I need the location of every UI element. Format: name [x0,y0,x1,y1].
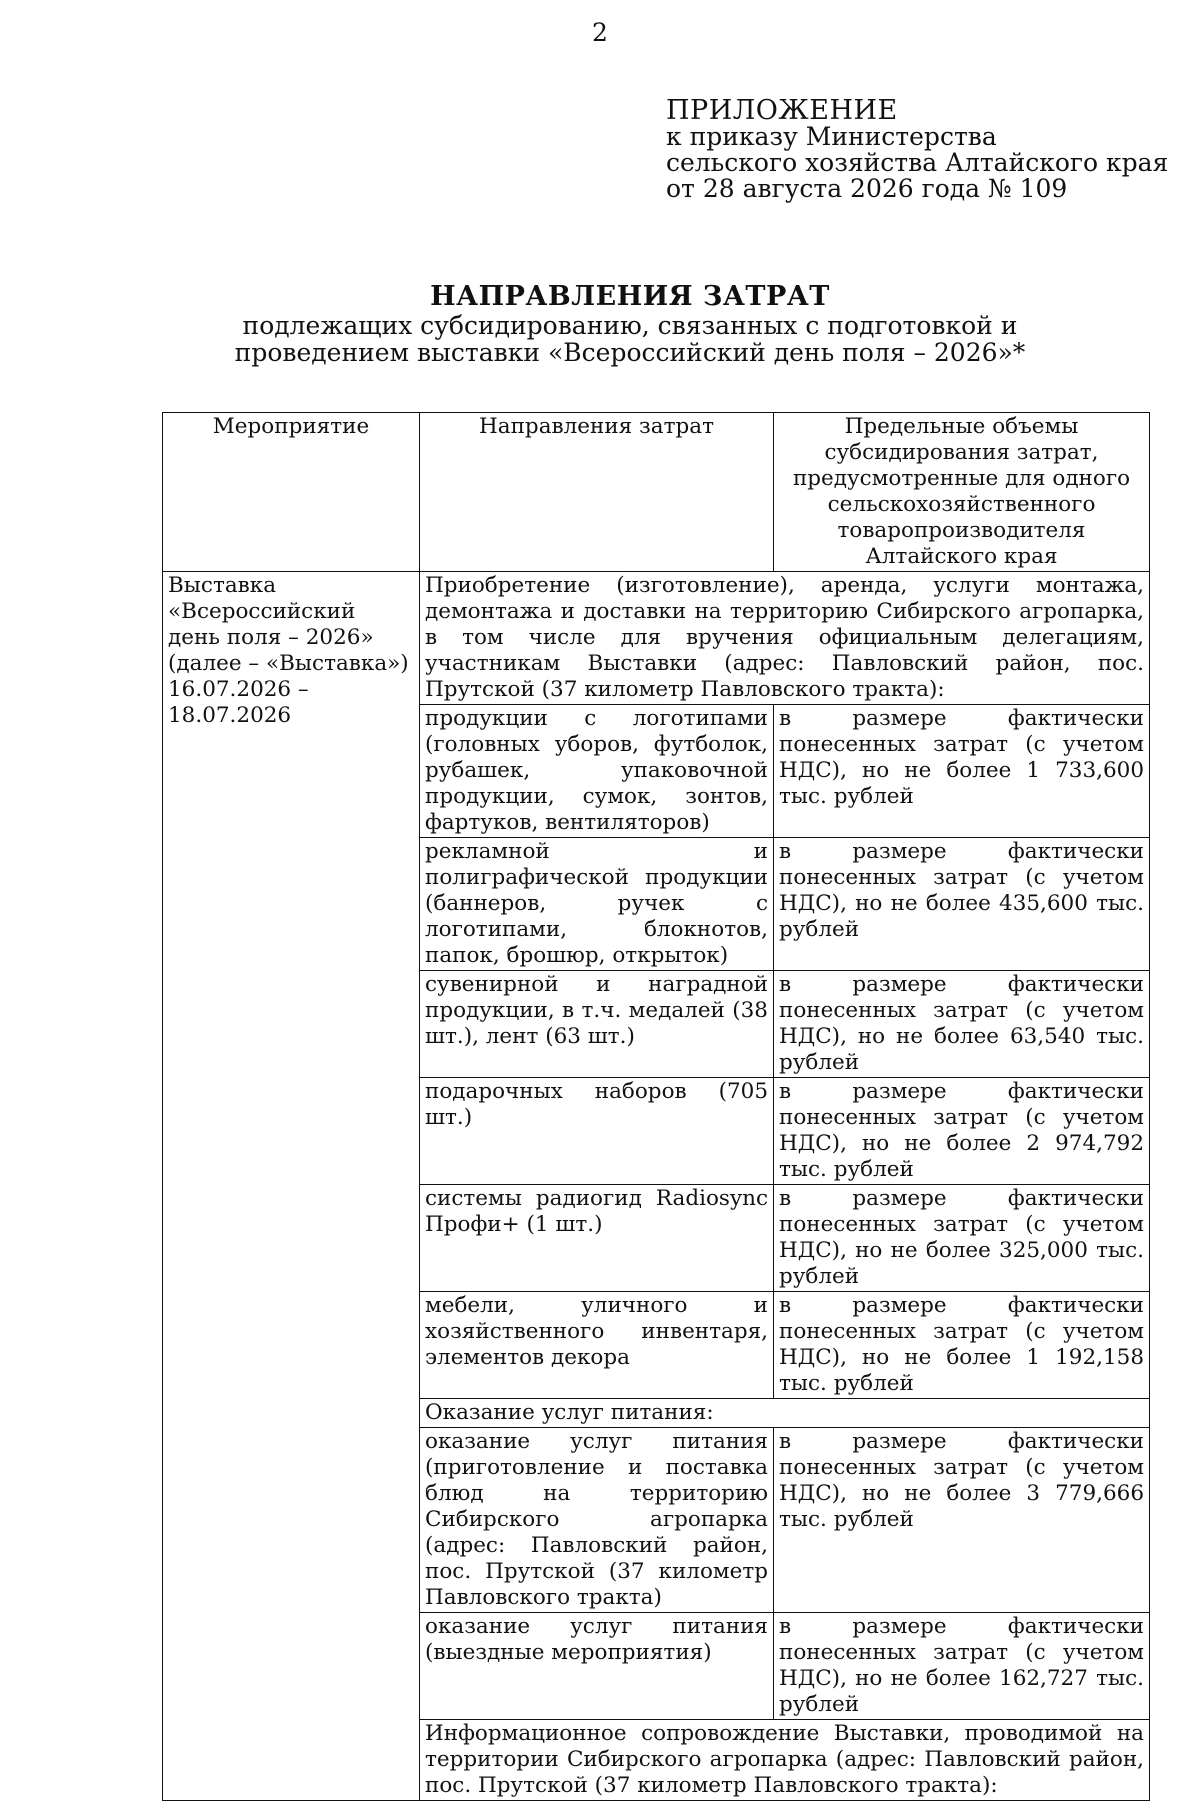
cost-item: оказание услуг питания (приготовление и поставка блюд на территорию Сибирского агропарка (адрес: Павловский район, пос. Прутской (37 километр Павловского тракта) [420,1428,774,1613]
cost-directions-table [162,412,1150,1801]
table-header-row [163,413,1150,572]
header-limits: Предельные объемы субсидирования затрат, предусмотренные для одного сельскохозяйственного товаропроизводителя Алтайского края [774,413,1150,572]
cost-item: подарочных наборов (705 шт.) [420,1078,774,1185]
cost-limit: в размере фактически понесенных затрат (с учетом НДС), но не более 3 779,666 тыс. рублей [774,1428,1150,1613]
document-title [160,282,1100,366]
cost-item: продукции с логотипами (головных уборов, футболок, рубашек, упаковочной продукции, сумок, зонтов, фартуков, вентиляторов) [420,705,774,838]
event-cell: Выставка «Всероссийский день поля – 2026» (далее – «Выставка») 16.07.2026 – 18.07.2026 [163,572,420,1801]
appendix-heading: ПРИЛОЖЕНИЕ [666,95,898,126]
cost-limit: в размере фактически понесенных затрат (с учетом НДС), но не более 325,000 тыс. рублей [774,1185,1150,1292]
header-event: Мероприятие [163,413,420,572]
table-row [163,572,1150,705]
page-number: 2 [592,18,608,47]
cost-limit: в размере фактически понесенных затрат (с учетом НДС), но не более 1 733,600 тыс. рублей [774,705,1150,838]
header-directions: Направления затрат [420,413,774,572]
cost-limit: в размере фактически понесенных затрат (с учетом НДС), но не более 162,727 тыс. рублей [774,1613,1150,1720]
cost-limit: в размере фактически понесенных затрат (с учетом НДС), но не более 1 192,158 тыс. рублей [774,1292,1150,1399]
cost-item: оказание услуг питания (выездные мероприятия) [420,1613,774,1720]
appendix-line-ministry: сельского хозяйства Алтайского края [666,148,1169,177]
cost-item: сувенирной и наградной продукции, в т.ч. медалей (38 шт.), лент (63 шт.) [420,971,774,1078]
appendix-block [666,95,1169,203]
cost-item: системы радиогид Radiosync Профи+ (1 шт.) [420,1185,774,1292]
appendix-line-order: к приказу Министерства [666,122,997,151]
section-purchase: Приобретение (изготовление), аренда, услуги монтажа, демонтажа и доставки на территорию Сибирского агропарка, в том числе для вручения официальным делегациям, участникам Выставки (адрес: Павловский район, пос. Прутской (37 километр Павловского тракта): [420,572,1150,705]
appendix-line-date: от 28 августа 2026 года № 109 [666,174,1068,203]
cost-item: рекламной и полиграфической продукции (баннеров, ручек с логотипами, блокнотов, папок, брошюр, открыток) [420,838,774,971]
cost-limit: в размере фактически понесенных затрат (с учетом НДС), но не более 2 974,792 тыс. рублей [774,1078,1150,1185]
section-catering: Оказание услуг питания: [420,1399,1150,1428]
cost-item: мебели, уличного и хозяйственного инвентаря, элементов декора [420,1292,774,1399]
cost-limit: в размере фактически понесенных затрат (с учетом НДС), но не более 63,540 тыс. рублей [774,971,1150,1078]
cost-limit: в размере фактически понесенных затрат (с учетом НДС), но не более 435,600 тыс. рублей [774,838,1150,971]
title-main: НАПРАВЛЕНИЯ ЗАТРАТ [430,281,830,312]
section-information: Информационное сопровождение Выставки, проводимой на территории Сибирского агропарка (адрес: Павловский район, пос. Прутской (37 километр Павловского тракта): [420,1720,1150,1801]
title-subtitle: подлежащих субсидированию, связанных с подготовкой и проведением выставки «Всероссийский день поля – 2026»* [234,311,1026,367]
